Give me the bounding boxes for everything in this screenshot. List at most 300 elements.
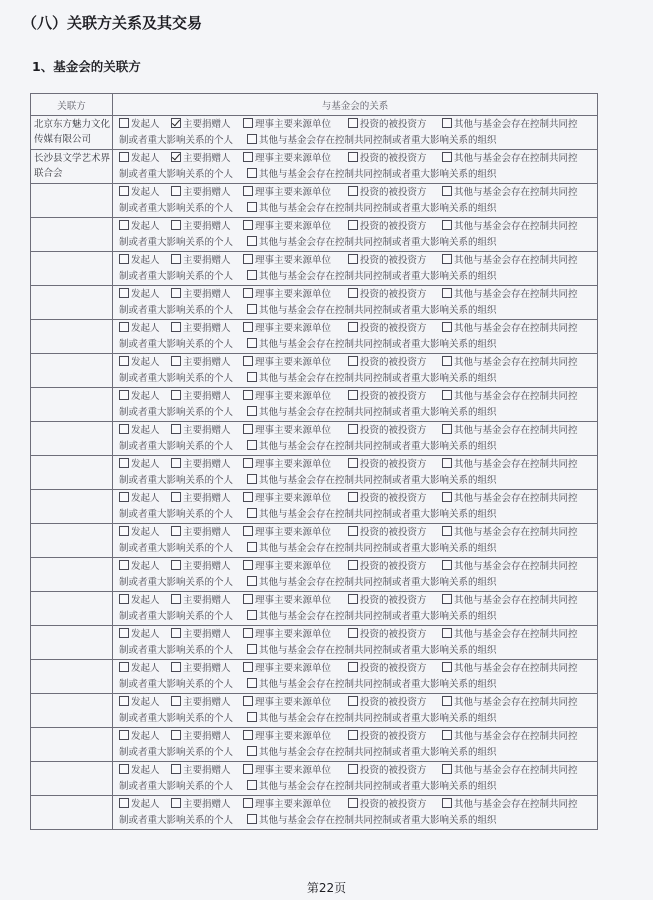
option-founder[interactable] xyxy=(119,389,169,405)
option-other-individual[interactable] xyxy=(442,287,578,303)
option-other-org[interactable] xyxy=(247,813,497,829)
checkbox-investee[interactable] xyxy=(348,254,358,264)
checkbox-investee[interactable] xyxy=(348,458,358,468)
option-label: 其他与基金会存在控制共同控 xyxy=(454,731,578,742)
option-label-continued: 制或者重大影响关系的个人 xyxy=(119,407,234,418)
checkbox-other-org[interactable] xyxy=(247,474,257,484)
option-council-source[interactable] xyxy=(243,253,346,269)
option-major-donor[interactable] xyxy=(171,661,241,677)
checkbox-founder[interactable] xyxy=(119,594,129,604)
related-party-name[interactable] xyxy=(31,456,113,490)
checkbox-investee[interactable] xyxy=(348,220,358,230)
related-party-name[interactable] xyxy=(31,320,113,354)
checkbox-other-org[interactable] xyxy=(247,202,257,212)
option-other-org[interactable] xyxy=(247,303,497,319)
option-other-individual[interactable] xyxy=(442,151,578,167)
related-party-name[interactable] xyxy=(31,626,113,660)
checkbox-other-org[interactable] xyxy=(247,814,257,824)
checkbox-founder[interactable] xyxy=(119,492,129,502)
checkbox-council-source[interactable] xyxy=(243,492,253,502)
option-founder[interactable] xyxy=(119,695,169,711)
option-major-donor[interactable] xyxy=(171,185,241,201)
relationship-options xyxy=(113,116,598,150)
checkbox-founder[interactable] xyxy=(119,560,129,570)
option-founder[interactable] xyxy=(119,117,169,133)
checkbox-founder[interactable] xyxy=(119,628,129,638)
option-major-donor[interactable] xyxy=(171,355,241,371)
checkbox-investee[interactable] xyxy=(348,798,358,808)
related-party-name[interactable] xyxy=(31,286,113,320)
checkbox-council-source[interactable] xyxy=(243,696,253,706)
checkbox-other-individual[interactable] xyxy=(442,764,452,774)
checkbox-other-org[interactable] xyxy=(247,542,257,552)
option-council-source[interactable] xyxy=(243,729,346,745)
option-investee[interactable] xyxy=(348,151,440,167)
checkbox-council-source[interactable] xyxy=(243,526,253,536)
checkbox-founder[interactable] xyxy=(119,186,129,196)
option-label: 发起人 xyxy=(131,527,160,538)
option-other-individual[interactable] xyxy=(442,185,578,201)
option-other-org[interactable] xyxy=(247,677,497,693)
checkbox-other-org[interactable] xyxy=(247,508,257,518)
option-other-org[interactable] xyxy=(247,371,497,387)
option-founder[interactable] xyxy=(119,219,169,235)
option-investee[interactable] xyxy=(348,321,440,337)
option-label: 主要捐赠人 xyxy=(183,595,231,606)
option-other-individual[interactable] xyxy=(442,321,578,337)
option-council-source[interactable] xyxy=(243,389,346,405)
option-label: 理事主要来源单位 xyxy=(255,731,332,742)
checkbox-founder[interactable] xyxy=(119,322,129,332)
checkbox-other-individual[interactable] xyxy=(442,390,452,400)
checkbox-major-donor[interactable] xyxy=(171,390,181,400)
option-investee[interactable] xyxy=(348,763,440,779)
option-other-individual[interactable] xyxy=(442,797,578,813)
checkbox-council-source[interactable] xyxy=(243,798,253,808)
option-other-individual[interactable] xyxy=(442,423,578,439)
option-other-org[interactable] xyxy=(247,575,497,591)
related-party-name[interactable] xyxy=(31,728,113,762)
checkbox-other-org[interactable] xyxy=(247,372,257,382)
option-major-donor[interactable] xyxy=(171,219,241,235)
checkbox-other-org[interactable] xyxy=(247,168,257,178)
option-other-individual[interactable] xyxy=(442,763,578,779)
relationship-options xyxy=(113,694,598,728)
checkbox-other-individual[interactable] xyxy=(442,322,452,332)
option-founder[interactable] xyxy=(119,321,169,337)
table-row xyxy=(31,762,598,796)
related-party-name[interactable] xyxy=(31,762,113,796)
option-other-org[interactable] xyxy=(247,269,497,285)
checkbox-council-source[interactable] xyxy=(243,322,253,332)
option-major-donor[interactable] xyxy=(171,627,241,643)
checkbox-major-donor[interactable] xyxy=(171,730,181,740)
option-major-donor[interactable] xyxy=(171,389,241,405)
checkbox-investee[interactable] xyxy=(348,492,358,502)
option-investee[interactable] xyxy=(348,117,440,133)
checkbox-founder[interactable] xyxy=(119,152,129,162)
option-other-individual[interactable] xyxy=(442,559,578,575)
option-council-source[interactable] xyxy=(243,117,346,133)
checkbox-council-source[interactable] xyxy=(243,254,253,264)
checkbox-council-source[interactable] xyxy=(243,594,253,604)
table-row xyxy=(31,286,598,320)
option-council-source[interactable] xyxy=(243,525,346,541)
option-other-individual[interactable] xyxy=(442,661,578,677)
checkbox-council-source[interactable] xyxy=(243,730,253,740)
option-major-donor[interactable] xyxy=(171,321,241,337)
option-other-org[interactable] xyxy=(247,235,497,251)
table-row xyxy=(31,388,598,422)
option-investee[interactable] xyxy=(348,423,440,439)
checkbox-major-donor[interactable] xyxy=(171,492,181,502)
checkbox-major-donor[interactable] xyxy=(171,220,181,230)
option-founder[interactable] xyxy=(119,151,169,167)
option-investee[interactable] xyxy=(348,525,440,541)
checkbox-investee[interactable] xyxy=(348,118,358,128)
option-other-individual[interactable] xyxy=(442,457,578,473)
option-council-source[interactable] xyxy=(243,287,346,303)
checkbox-other-individual[interactable] xyxy=(442,798,452,808)
option-other-org[interactable] xyxy=(247,337,497,353)
checkbox-investee[interactable] xyxy=(348,424,358,434)
option-investee[interactable] xyxy=(348,797,440,813)
checkbox-council-source[interactable] xyxy=(243,288,253,298)
checkbox-other-individual[interactable] xyxy=(442,254,452,264)
checkbox-major-donor[interactable] xyxy=(171,356,181,366)
option-council-source[interactable] xyxy=(243,763,346,779)
option-other-individual[interactable] xyxy=(442,389,578,405)
option-major-donor[interactable] xyxy=(171,287,241,303)
checkbox-other-individual[interactable] xyxy=(442,152,452,162)
option-label: 其他与基金会存在控制共同控 xyxy=(454,595,578,606)
subsection-title: 1、基金会的关联方 xyxy=(32,59,141,74)
checkbox-council-source[interactable] xyxy=(243,764,253,774)
option-founder[interactable] xyxy=(119,253,169,269)
checkbox-other-individual[interactable] xyxy=(442,220,452,230)
option-label: 投资的被投资方 xyxy=(360,119,427,130)
checkbox-founder[interactable] xyxy=(119,254,129,264)
option-council-source[interactable] xyxy=(243,457,346,473)
option-other-individual[interactable] xyxy=(442,219,578,235)
checkbox-major-donor[interactable] xyxy=(171,560,181,570)
checkbox-council-source[interactable] xyxy=(243,458,253,468)
checkbox-council-source[interactable] xyxy=(243,424,253,434)
option-investee[interactable] xyxy=(348,219,440,235)
related-party-name[interactable] xyxy=(31,354,113,388)
checkbox-other-org[interactable] xyxy=(247,746,257,756)
option-label: 发起人 xyxy=(131,289,160,300)
option-investee[interactable] xyxy=(348,695,440,711)
option-other-org[interactable] xyxy=(247,779,497,795)
checkbox-other-org[interactable] xyxy=(247,780,257,790)
option-investee[interactable] xyxy=(348,185,440,201)
option-other-individual[interactable] xyxy=(442,525,578,541)
checkbox-other-individual[interactable] xyxy=(442,662,452,672)
checkbox-founder[interactable] xyxy=(119,764,129,774)
related-party-name[interactable] xyxy=(31,422,113,456)
checkbox-investee[interactable] xyxy=(348,186,358,196)
related-party-name[interactable] xyxy=(31,558,113,592)
option-founder[interactable] xyxy=(119,763,169,779)
option-other-individual[interactable] xyxy=(442,729,578,745)
checkbox-other-org[interactable] xyxy=(247,406,257,416)
option-founder[interactable] xyxy=(119,457,169,473)
relationship-options xyxy=(113,456,598,490)
checkbox-other-individual[interactable] xyxy=(442,628,452,638)
option-major-donor[interactable] xyxy=(171,151,241,167)
checkbox-major-donor[interactable] xyxy=(171,254,181,264)
checkbox-council-source[interactable] xyxy=(243,560,253,570)
option-major-donor[interactable] xyxy=(171,695,241,711)
checkbox-founder[interactable] xyxy=(119,220,129,230)
option-investee[interactable] xyxy=(348,287,440,303)
option-major-donor[interactable] xyxy=(171,457,241,473)
option-investee[interactable] xyxy=(348,559,440,575)
checkbox-investee[interactable] xyxy=(348,152,358,162)
related-party-name[interactable] xyxy=(31,490,113,524)
checkbox-major-donor[interactable] xyxy=(171,424,181,434)
checkbox-other-individual[interactable] xyxy=(442,288,452,298)
checkbox-other-individual[interactable] xyxy=(442,356,452,366)
option-major-donor[interactable] xyxy=(171,423,241,439)
option-other-org[interactable] xyxy=(247,201,497,217)
option-label: 发起人 xyxy=(131,595,160,606)
option-label: 其他与基金会存在控制共同控 xyxy=(454,765,578,776)
option-other-org[interactable] xyxy=(247,507,497,523)
option-council-source[interactable] xyxy=(243,661,346,677)
option-investee[interactable] xyxy=(348,389,440,405)
related-party-name[interactable] xyxy=(31,218,113,252)
option-major-donor[interactable] xyxy=(171,559,241,575)
option-other-org[interactable] xyxy=(247,711,497,727)
related-party-name[interactable] xyxy=(31,592,113,626)
option-council-source[interactable] xyxy=(243,593,346,609)
option-other-org[interactable] xyxy=(247,405,497,421)
checkbox-major-donor[interactable] xyxy=(171,628,181,638)
option-investee[interactable] xyxy=(348,457,440,473)
checkbox-other-individual[interactable] xyxy=(442,424,452,434)
option-council-source[interactable] xyxy=(243,185,346,201)
option-founder[interactable] xyxy=(119,661,169,677)
checkbox-major-donor[interactable] xyxy=(171,186,181,196)
checkbox-major-donor[interactable] xyxy=(171,696,181,706)
checkbox-investee[interactable] xyxy=(348,594,358,604)
related-party-name[interactable] xyxy=(31,184,113,218)
option-investee[interactable] xyxy=(348,661,440,677)
checkbox-founder[interactable] xyxy=(119,118,129,128)
checkbox-major-donor[interactable] xyxy=(171,526,181,536)
option-other-org[interactable] xyxy=(247,439,497,455)
checkbox-major-donor[interactable] xyxy=(171,152,181,162)
relationship-options xyxy=(113,592,598,626)
option-investee[interactable] xyxy=(348,593,440,609)
checkbox-investee[interactable] xyxy=(348,628,358,638)
checkbox-other-org[interactable] xyxy=(247,576,257,586)
checkbox-other-individual[interactable] xyxy=(442,526,452,536)
option-label: 投资的被投资方 xyxy=(360,731,427,742)
option-council-source[interactable] xyxy=(243,151,346,167)
option-label-continued: 制或者重大影响关系的个人 xyxy=(119,441,234,452)
checkbox-investee[interactable] xyxy=(348,560,358,570)
option-other-org[interactable] xyxy=(247,167,497,183)
checkbox-other-org[interactable] xyxy=(247,610,257,620)
checkbox-other-individual[interactable] xyxy=(442,458,452,468)
option-founder[interactable] xyxy=(119,729,169,745)
checkbox-major-donor[interactable] xyxy=(171,594,181,604)
option-other-org[interactable] xyxy=(247,473,497,489)
checkbox-investee[interactable] xyxy=(348,696,358,706)
checkbox-investee[interactable] xyxy=(348,764,358,774)
option-founder[interactable] xyxy=(119,185,169,201)
option-council-source[interactable] xyxy=(243,355,346,371)
option-other-individual[interactable] xyxy=(442,695,578,711)
option-investee[interactable] xyxy=(348,355,440,371)
checkbox-council-source[interactable] xyxy=(243,118,253,128)
checkbox-council-source[interactable] xyxy=(243,152,253,162)
option-other-org[interactable] xyxy=(247,541,497,557)
option-council-source[interactable] xyxy=(243,321,346,337)
option-major-donor[interactable] xyxy=(171,729,241,745)
option-council-source[interactable] xyxy=(243,219,346,235)
option-council-source[interactable] xyxy=(243,797,346,813)
checkbox-major-donor[interactable] xyxy=(171,798,181,808)
option-founder[interactable] xyxy=(119,797,169,813)
checkbox-other-org[interactable] xyxy=(247,678,257,688)
option-founder[interactable] xyxy=(119,355,169,371)
checkbox-council-source[interactable] xyxy=(243,662,253,672)
checkbox-major-donor[interactable] xyxy=(171,322,181,332)
option-founder[interactable] xyxy=(119,593,169,609)
checkbox-other-org[interactable] xyxy=(247,712,257,722)
checkbox-major-donor[interactable] xyxy=(171,288,181,298)
option-other-individual[interactable] xyxy=(442,355,578,371)
option-major-donor[interactable] xyxy=(171,797,241,813)
checkbox-investee[interactable] xyxy=(348,526,358,536)
related-party-name[interactable] xyxy=(31,796,113,830)
checkbox-other-org[interactable] xyxy=(247,270,257,280)
checkbox-other-individual[interactable] xyxy=(442,118,452,128)
checkbox-major-donor[interactable] xyxy=(171,458,181,468)
option-council-source[interactable] xyxy=(243,559,346,575)
checkbox-founder[interactable] xyxy=(119,424,129,434)
option-other-individual[interactable] xyxy=(442,593,578,609)
checkbox-council-source[interactable] xyxy=(243,186,253,196)
option-label: 发起人 xyxy=(131,799,160,810)
option-founder[interactable] xyxy=(119,287,169,303)
option-major-donor[interactable] xyxy=(171,593,241,609)
option-other-individual[interactable] xyxy=(442,627,578,643)
option-council-source[interactable] xyxy=(243,627,346,643)
checkbox-investee[interactable] xyxy=(348,662,358,672)
checkbox-investee[interactable] xyxy=(348,322,358,332)
checkbox-investee[interactable] xyxy=(348,288,358,298)
checkbox-council-source[interactable] xyxy=(243,628,253,638)
checkbox-other-individual[interactable] xyxy=(442,186,452,196)
option-major-donor[interactable] xyxy=(171,253,241,269)
checkbox-founder[interactable] xyxy=(119,356,129,366)
option-other-org[interactable] xyxy=(247,643,497,659)
checkbox-founder[interactable] xyxy=(119,662,129,672)
checkbox-founder[interactable] xyxy=(119,526,129,536)
related-party-name[interactable] xyxy=(31,660,113,694)
option-major-donor[interactable] xyxy=(171,117,241,133)
checkbox-other-org[interactable] xyxy=(247,134,257,144)
checkbox-other-org[interactable] xyxy=(247,236,257,246)
checkbox-founder[interactable] xyxy=(119,730,129,740)
checkbox-founder[interactable] xyxy=(119,288,129,298)
checkbox-other-org[interactable] xyxy=(247,338,257,348)
option-label: 理事主要来源单位 xyxy=(255,663,332,674)
checkbox-major-donor[interactable] xyxy=(171,118,181,128)
checkbox-founder[interactable] xyxy=(119,390,129,400)
checkbox-investee[interactable] xyxy=(348,730,358,740)
option-major-donor[interactable] xyxy=(171,525,241,541)
checkbox-other-individual[interactable] xyxy=(442,560,452,570)
related-party-name[interactable] xyxy=(31,694,113,728)
checkbox-other-org[interactable] xyxy=(247,644,257,654)
option-council-source[interactable] xyxy=(243,695,346,711)
option-council-source[interactable] xyxy=(243,423,346,439)
checkbox-other-individual[interactable] xyxy=(442,492,452,502)
checkbox-other-individual[interactable] xyxy=(442,594,452,604)
option-major-donor[interactable] xyxy=(171,491,241,507)
checkbox-founder[interactable] xyxy=(119,458,129,468)
option-investee[interactable] xyxy=(348,491,440,507)
checkbox-other-individual[interactable] xyxy=(442,696,452,706)
checkbox-investee[interactable] xyxy=(348,390,358,400)
checkbox-founder[interactable] xyxy=(119,798,129,808)
option-founder[interactable] xyxy=(119,559,169,575)
option-other-individual[interactable] xyxy=(442,117,578,133)
option-other-org[interactable] xyxy=(247,609,497,625)
checkbox-founder[interactable] xyxy=(119,696,129,706)
checkbox-major-donor[interactable] xyxy=(171,662,181,672)
option-major-donor[interactable] xyxy=(171,763,241,779)
related-party-name[interactable]: 长沙县文学艺术界联合会 xyxy=(31,150,113,184)
checkbox-investee[interactable] xyxy=(348,356,358,366)
checkbox-other-individual[interactable] xyxy=(442,730,452,740)
checkbox-council-source[interactable] xyxy=(243,390,253,400)
option-label: 投资的被投资方 xyxy=(360,697,427,708)
checkbox-council-source[interactable] xyxy=(243,220,253,230)
option-founder[interactable] xyxy=(119,491,169,507)
option-founder[interactable] xyxy=(119,525,169,541)
option-other-org[interactable] xyxy=(247,133,497,149)
option-founder[interactable] xyxy=(119,423,169,439)
option-founder[interactable] xyxy=(119,627,169,643)
related-party-name[interactable] xyxy=(31,524,113,558)
option-investee[interactable] xyxy=(348,729,440,745)
option-council-source[interactable] xyxy=(243,491,346,507)
option-label-continued: 制或者重大影响关系的个人 xyxy=(119,815,234,826)
option-investee[interactable] xyxy=(348,253,440,269)
option-other-individual[interactable] xyxy=(442,491,578,507)
checkbox-major-donor[interactable] xyxy=(171,764,181,774)
checkbox-other-org[interactable] xyxy=(247,304,257,314)
option-other-individual[interactable] xyxy=(442,253,578,269)
option-other-org[interactable] xyxy=(247,745,497,761)
option-label-continued: 制或者重大影响关系的个人 xyxy=(119,305,234,316)
table-row xyxy=(31,456,598,490)
checkbox-council-source[interactable] xyxy=(243,356,253,366)
checkbox-other-org[interactable] xyxy=(247,440,257,450)
relationship-options xyxy=(113,286,598,320)
option-investee[interactable] xyxy=(348,627,440,643)
related-party-name[interactable] xyxy=(31,252,113,286)
related-party-name[interactable] xyxy=(31,388,113,422)
related-party-name[interactable]: 北京东方魅力文化传媒有限公司 xyxy=(31,116,113,150)
